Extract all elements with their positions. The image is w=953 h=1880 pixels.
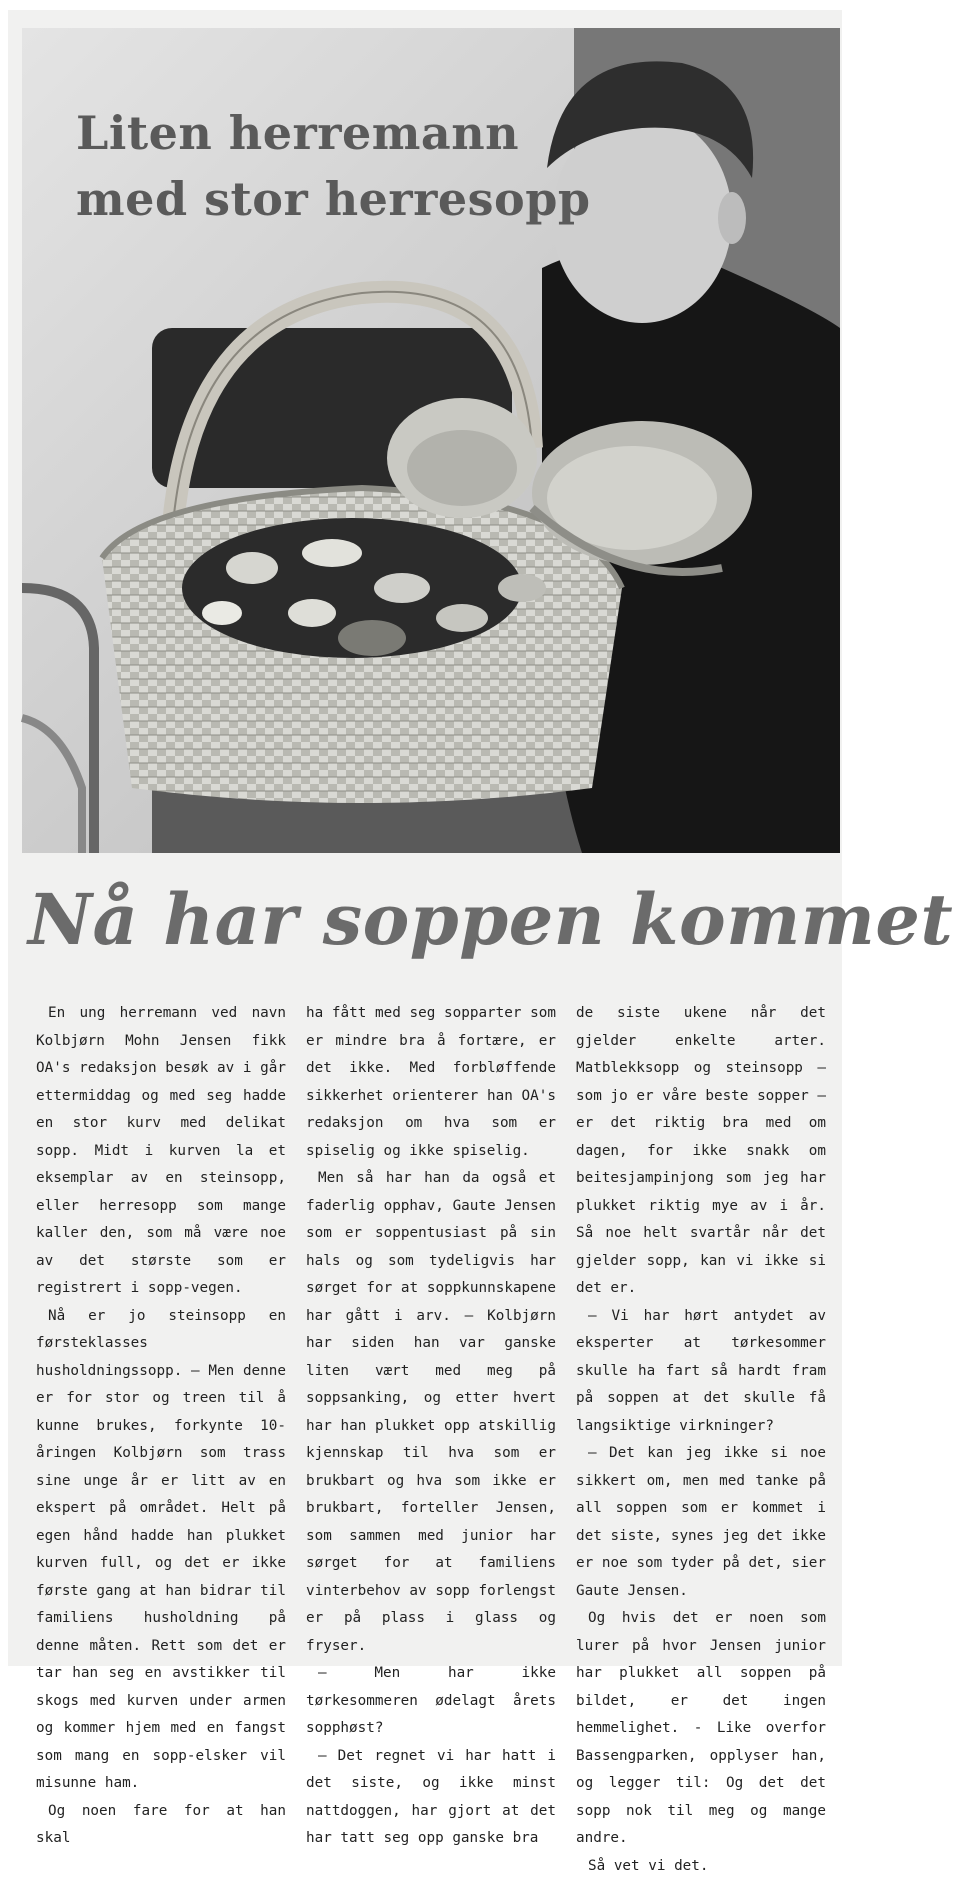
paragraph: Og hvis det er noen som lurer på hvor Jensen junior har plukket all soppen på bildet, er det ingen hemmelighet. - Like overfor Bassengparken, opplyser han, og legger til: Og det det sopp nok til meg og mange andre. (576, 1605, 826, 1853)
paragraph: de siste ukene når det gjelder enkelte arter. Matblekksopp og steinsopp — som jo er våre beste sopper — er det riktig bra med om dagen, for ikke snakk om beitesjampinjong som jeg har plukket riktig mye av i år. Så noe helt svartår når det gjelder sopp, kan vi ikke si det er. (576, 1000, 826, 1303)
paragraph: — Men har ikke tørkesommeren ødelagt årets sopphøst? (306, 1660, 556, 1743)
article-column-1 (36, 1000, 286, 1853)
photo-title-line-1: Liten herremann (76, 100, 591, 166)
article-headline: Nå har soppen kommet (28, 878, 838, 961)
paragraph: — Vi har hørt antydet av eksperter at tørkesommer skulle ha fart så hardt fram på soppen at det skulle få langsiktige virkninger? (576, 1303, 826, 1441)
paragraph: ha fått med seg sopparter som er mindre bra å fortære, er det ikke. Med forbløffende sikkerhet orienterer han OA's redaksjon om hva som er spiselig og ikke spiselig. (306, 1000, 556, 1165)
paragraph: — Det kan jeg ikke si noe sikkert om, men med tanke på all soppen som er kommet i det siste, synes jeg det ikke er noe som tyder på det, sier Gaute Jensen. (576, 1440, 826, 1605)
photo-title (76, 100, 591, 232)
paragraph: Nå er jo steinsopp en førsteklasses husholdningssopp. — Men denne er for stor og treen til å kunne brukes, forkynte 10-åringen Kolbjørn som trass sine unge år er litt av en ekspert på området. Helt på egen hånd hadde han plukket kurven full, og det er ikke første gang at han bidrar til familiens husholdning på denne måten. Rett som det er tar han seg en avstikker til skogs med kurven under armen og kommer hjem med en fangst som mang en sopp-elsker vil misunne ham. (36, 1303, 286, 1798)
paragraph: — Det regnet vi har hatt i det siste, og ikke minst nattdoggen, har gjort at det har tatt seg opp ganske bra (306, 1743, 556, 1853)
article-body (36, 1000, 836, 1640)
paragraph: En ung herremann ved navn Kolbjørn Mohn Jensen fikk OA's redaksjon besøk av i går ettermiddag og med seg hadde en stor kurv med delikat sopp. Midt i kurven la et eksemplar av en steinsopp, eller herresopp som mange kaller den, som må være noe av det største som er registrert i sopp-vegen. (36, 1000, 286, 1303)
article-photo (22, 28, 840, 853)
paragraph: Og noen fare for at han skal (36, 1798, 286, 1853)
photo-title-line-2: med stor herresopp (76, 166, 591, 232)
article-column-3 (576, 1000, 826, 1880)
article-column-2 (306, 1000, 556, 1853)
paragraph: Så vet vi det. (576, 1853, 826, 1880)
paragraph: Men så har han da også et faderlig opphav, Gaute Jensen som er soppentusiast på sin hals og som tydeligvis har sørget for at soppkunnskapene har gått i arv. — Kolbjørn har siden han var ganske liten vært med meg på soppsanking, og etter hvert har han plukket opp atskillig kjennskap til hva som er brukbart og hva som ikke er brukbart, forteller Jensen, som sammen med junior har sørget for at familiens vinterbehov av sopp forlengst er på plass i glass og fryser. (306, 1165, 556, 1660)
